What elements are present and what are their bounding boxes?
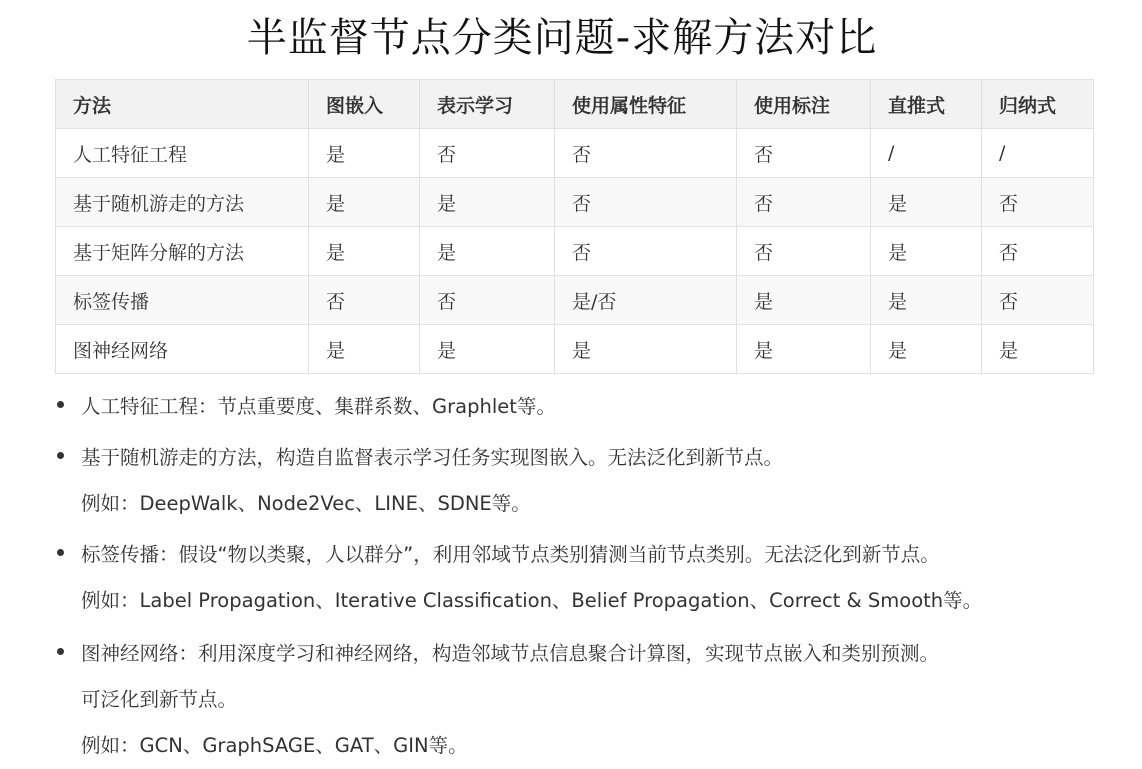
column-header: 图嵌入 <box>309 80 420 129</box>
list-item <box>55 435 1115 532</box>
list-item <box>55 631 1115 769</box>
table-cell: 是 <box>309 227 420 276</box>
table-cell: 是 <box>871 325 982 374</box>
column-header: 使用标注 <box>737 80 871 129</box>
table-row <box>56 129 1094 178</box>
table-cell: 是 <box>555 325 737 374</box>
note-text: 图神经网络：利用深度学习和神经网络，构造邻域节点信息聚合计算图，实现节点嵌入和类别预测。 <box>81 642 940 665</box>
table-cell: 图神经网络 <box>56 325 309 374</box>
note-text: 可泛化到新节点。 <box>81 688 238 711</box>
list-item <box>55 532 1115 631</box>
table-cell: 基于矩阵分解的方法 <box>56 227 309 276</box>
table-header-row <box>56 80 1094 129</box>
table-cell: 是 <box>420 178 555 227</box>
table-cell: 是 <box>309 325 420 374</box>
table-cell: 是 <box>871 178 982 227</box>
note-example: 例如：GCN、GraphSAGE、GAT、GIN等。 <box>81 734 468 757</box>
bullet-icon <box>57 549 64 556</box>
bullet-icon <box>57 401 64 408</box>
table-cell: 人工特征工程 <box>56 129 309 178</box>
table-row <box>56 178 1094 227</box>
table-cell: 标签传播 <box>56 276 309 325</box>
bullet-icon <box>57 452 64 459</box>
note-text: 基于随机游走的方法，构造自监督表示学习任务实现图嵌入。无法泛化到新节点。 <box>81 446 784 469</box>
table-cell: 否 <box>555 178 737 227</box>
table-row <box>56 276 1094 325</box>
table-cell: 是 <box>309 129 420 178</box>
table-cell: 是/否 <box>555 276 737 325</box>
table-cell: 否 <box>420 129 555 178</box>
page-title: 半监督节点分类问题-求解方法对比 <box>246 15 878 61</box>
table-cell: 否 <box>737 178 871 227</box>
comparison-table <box>55 79 1094 374</box>
table-cell: 否 <box>555 227 737 276</box>
list-item <box>55 384 1115 435</box>
table-cell: 是 <box>871 276 982 325</box>
table-cell: 基于随机游走的方法 <box>56 178 309 227</box>
note-example: 例如：Label Propagation、Iterative Classification、Belief Propagation、Correct & Smooth等。 <box>81 589 983 612</box>
table-cell: 否 <box>737 129 871 178</box>
bullet-icon <box>57 648 64 655</box>
table-cell: 是 <box>420 227 555 276</box>
note-text: 人工特征工程：节点重要度、集群系数、Graphlet等。 <box>81 395 556 418</box>
table-cell: 是 <box>737 325 871 374</box>
note-example: 例如：DeepWalk、Node2Vec、LINE、SDNE等。 <box>81 492 531 515</box>
notes-list <box>55 384 1115 769</box>
note-text: 标签传播：假设“物以类聚，人以群分”，利用邻域节点类别猜测当前节点类别。无法泛化到新节点。 <box>81 543 940 566</box>
table-cell: / <box>871 129 982 178</box>
table-cell: 是 <box>737 276 871 325</box>
column-header: 使用属性特征 <box>555 80 737 129</box>
column-header: 方法 <box>56 80 309 129</box>
table-cell: 是 <box>871 227 982 276</box>
table-cell: 是 <box>309 178 420 227</box>
table-cell: 否 <box>982 178 1094 227</box>
table-cell: 是 <box>420 325 555 374</box>
table-row <box>56 325 1094 374</box>
table-cell: / <box>982 129 1094 178</box>
table-cell: 否 <box>555 129 737 178</box>
table-cell: 否 <box>309 276 420 325</box>
table-cell: 否 <box>982 276 1094 325</box>
table-cell: 是 <box>982 325 1094 374</box>
table-row <box>56 227 1094 276</box>
column-header: 归纳式 <box>982 80 1094 129</box>
column-header: 表示学习 <box>420 80 555 129</box>
table-cell: 否 <box>737 227 871 276</box>
table-cell: 否 <box>420 276 555 325</box>
column-header: 直推式 <box>871 80 982 129</box>
table-cell: 否 <box>982 227 1094 276</box>
